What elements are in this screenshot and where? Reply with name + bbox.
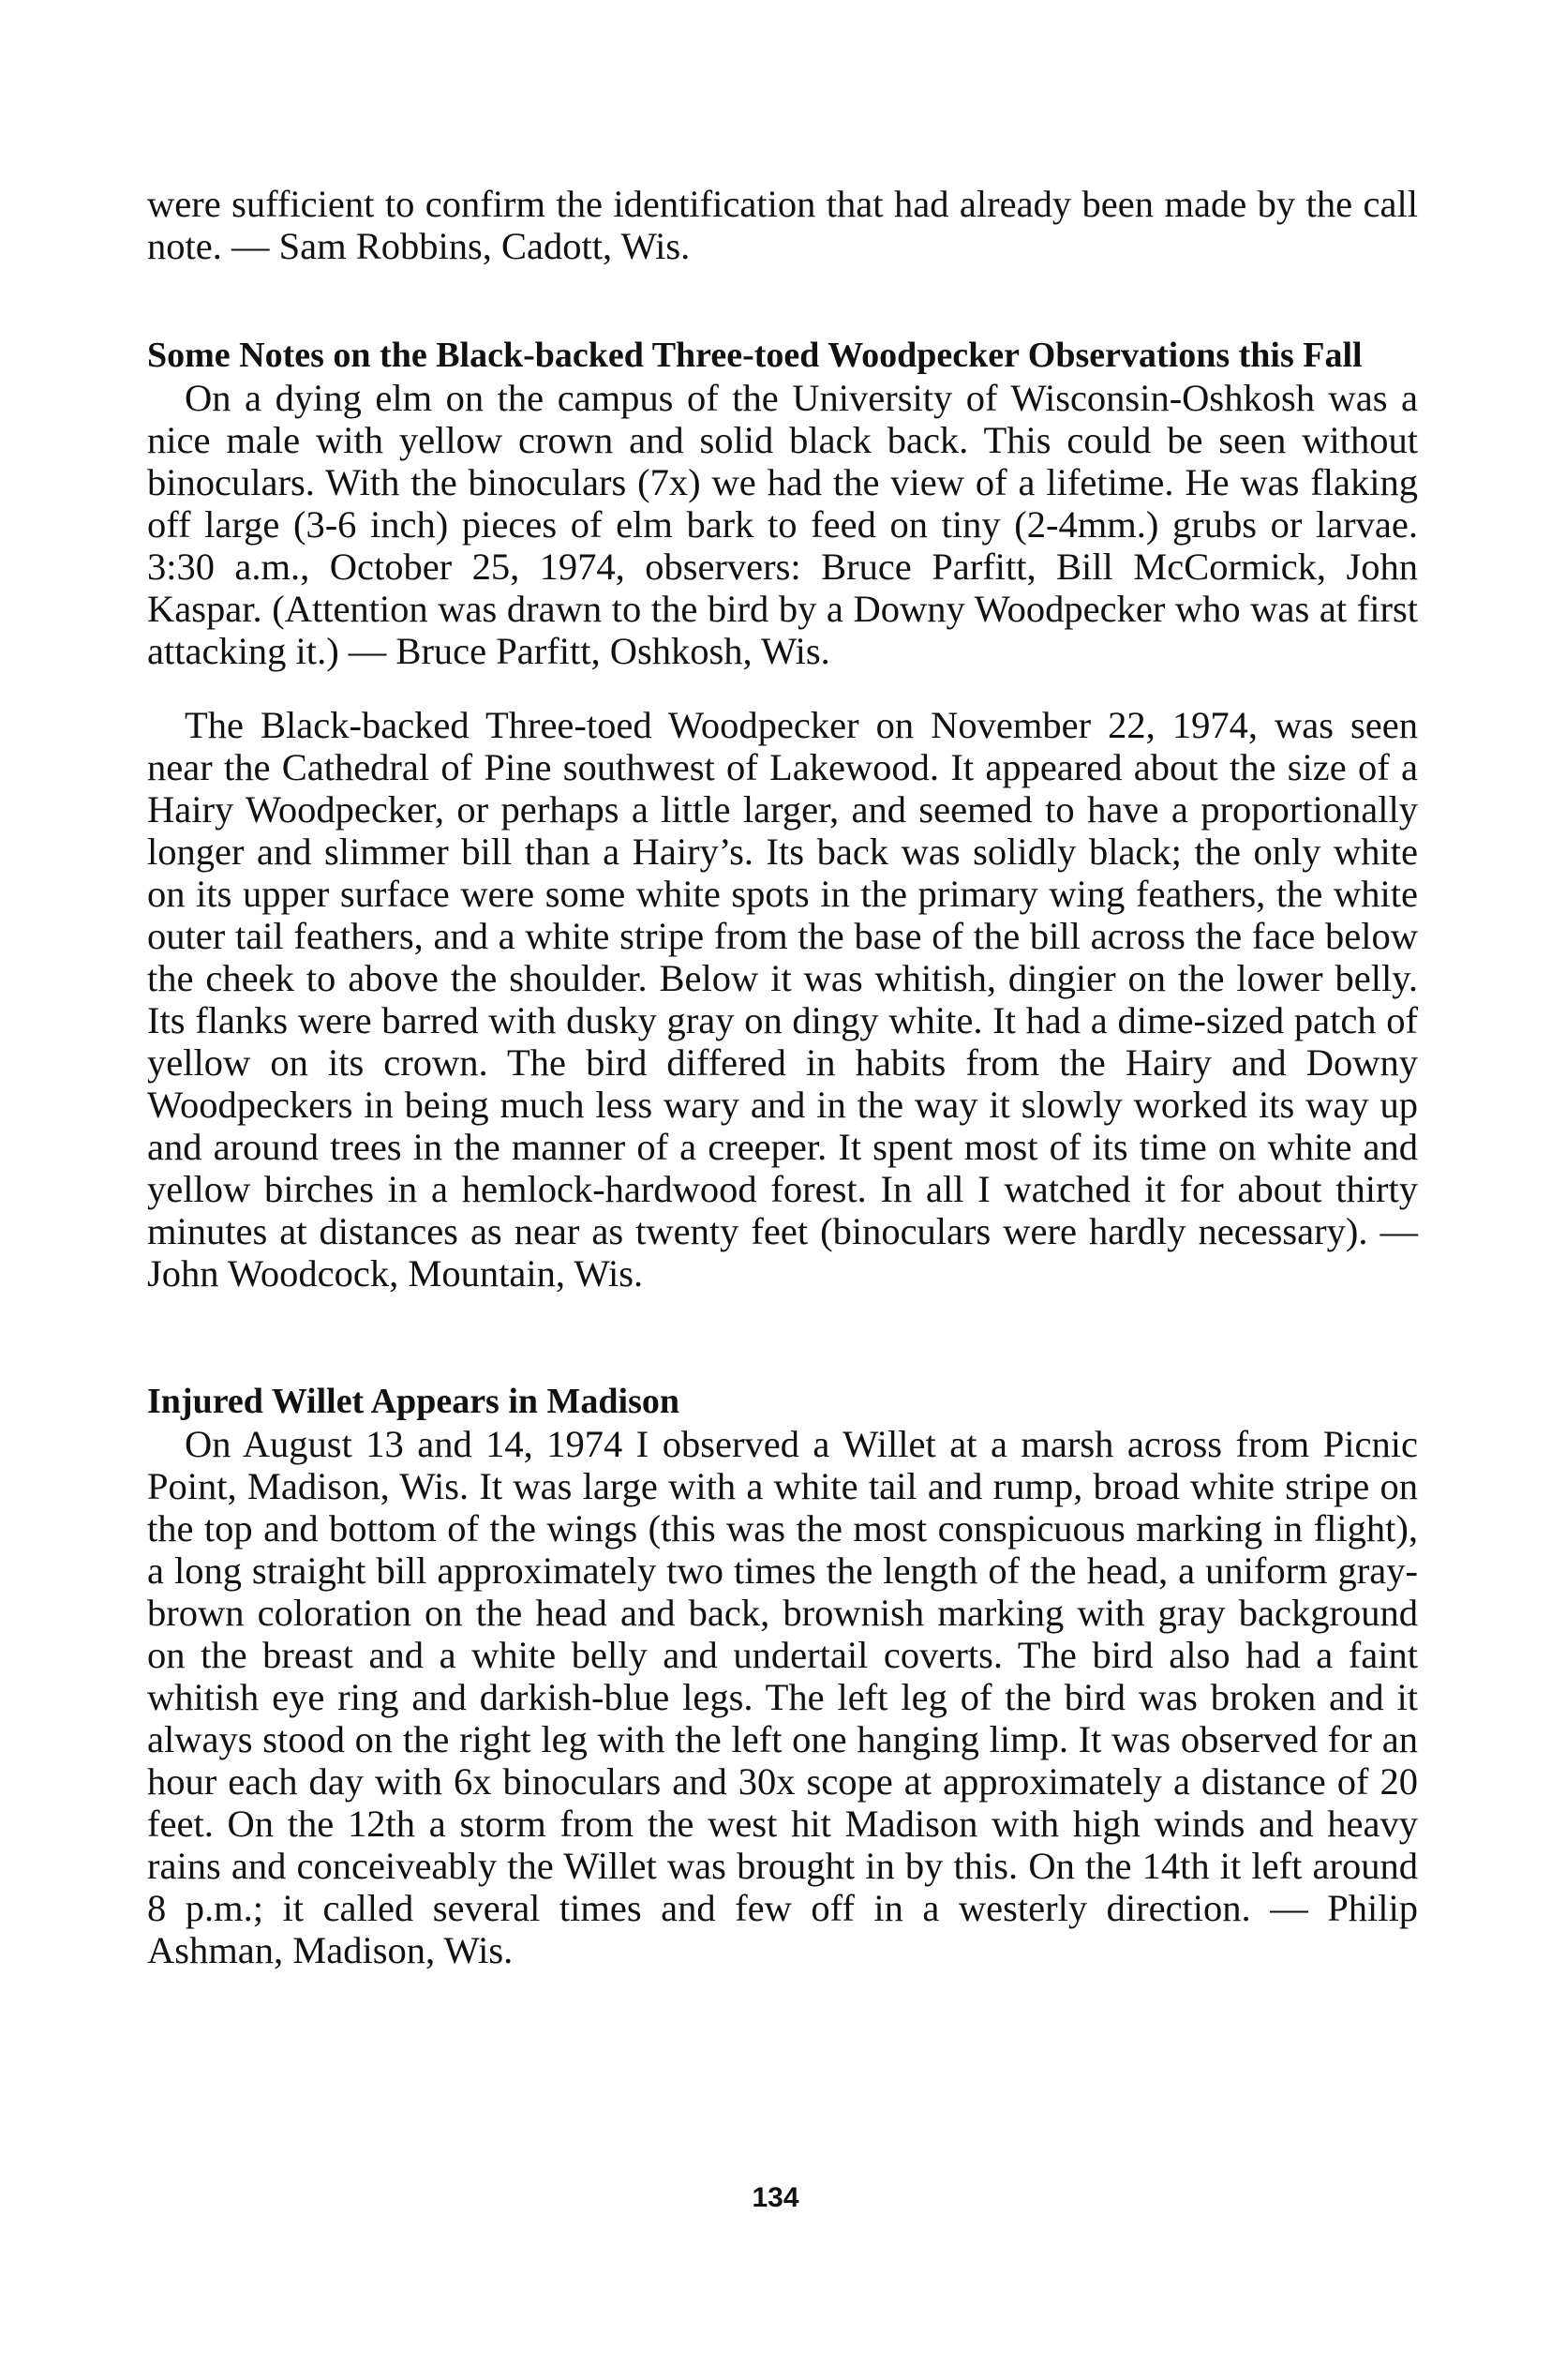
page-number: 134 <box>752 2182 799 2213</box>
woodpecker-paragraph-2: The Black-backed Three-toed Woodpecker on November 22, 1974, was seen near the Cathedral of Pine southwest of Lakewood. It appeared about the size of a Hairy Woodpecker, or perhaps a little larger, and seemed to have a proportionally longer and slimmer bill than a Hairy’s. Its back was solidly black; the only white on its upper surface were some white spots in the primary wing feathers, the white outer tail feathers, and a white stripe from the base of the bill across the face below the cheek to above the shoulder. Below it was whitish, dingier on the lower belly. Its flanks were barred with dusky gray on dingy white. It had a dime-sized patch of yellow on its crown. The bird differed in habits from the Hairy and Downy Woodpeckers in being much less wary and in the way it slowly worked its way up and around trees in the manner of a creeper. It spent most of its time on white and yellow birches in a hemlock-hardwood forest. In all I watched it for about thirty minutes at distances as near as twenty feet (binoculars were hardly necessary). — John Woodcock, Mountain, Wis. <box>147 704 1418 1295</box>
article-page <box>147 183 1418 1971</box>
spacer <box>147 267 1418 335</box>
section-heading-willet: Injured Willet Appears in Madison <box>147 1382 680 1421</box>
spacer <box>147 1295 1418 1381</box>
willet-paragraph: On August 13 and 14, 1974 I observed a Willet at a marsh across from Picnic Point, Madison, Wis. It was large with a white tail and rump, broad white stripe on the top and bottom of the wings (this was the most conspicuous marking in flight), a long straight bill approximately two times the length of the head, a uniform gray-brown coloration on the head and back, brownish marking with gray background on the breast and a white belly and undertail coverts. The bird also had a faint whitish eye ring and darkish-blue legs. The left leg of the bird was broken and it always stood on the right leg with the left one hanging limp. It was observed for an hour each day with 6x binoculars and 30x scope at approximately a distance of 20 feet. On the 12th a storm from the west hit Madison with high winds and heavy rains and conceiveably the Willet was brought in by this. On the 14th it left around 8 p.m.; it called several times and few off in a westerly direction. — Philip Ashman, Madison, Wis. <box>147 1423 1418 1971</box>
woodpecker-paragraph-1: On a dying elm on the campus of the University of Wisconsin-Oshkosh was a nice male with yellow crown and solid black back. This could be seen without binoculars. With the binoculars (7x) we had the view of a lifetime. He was flaking off large (3-6 inch) pieces of elm bark to feed on tiny (2-4mm.) grubs or larvae. 3:30 a.m., October 25, 1974, observers: Bruce Parfitt, Bill McCormick, John Kaspar. (Attention was drawn to the bird by a Downy Woodpecker who was at first attacking it.) — Bruce Parfitt, Oshkosh, Wis. <box>147 377 1418 672</box>
section-heading-woodpecker: Some Notes on the Black-backed Three-toed Woodpecker Observations this Fall <box>147 336 1363 375</box>
intro-paragraph: were sufficient to confirm the identification that had already been made by the call note. — Sam Robbins, Cadott, Wis. <box>147 183 1418 267</box>
spacer <box>147 672 1418 704</box>
